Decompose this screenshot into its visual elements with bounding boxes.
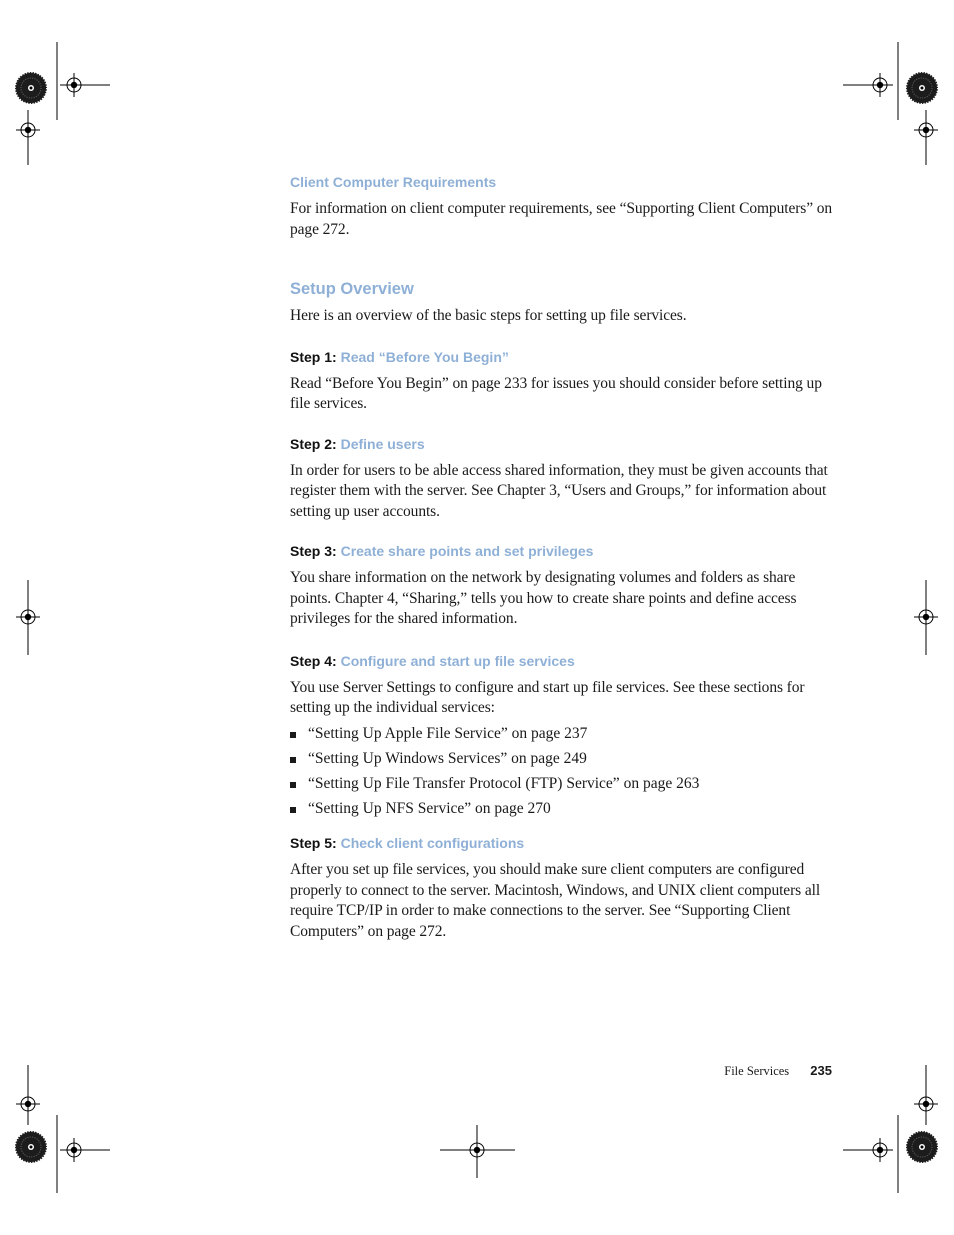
setup-overview-intro: Here is an overview of the basic steps for setting up file services. xyxy=(290,307,687,324)
page-footer xyxy=(724,1063,832,1079)
step-3-heading xyxy=(290,541,835,561)
service-list xyxy=(290,724,835,820)
client-requirements-heading: Client Computer Requirements xyxy=(290,174,497,190)
footer-chapter-title: File Services xyxy=(724,1064,790,1078)
step-1-heading xyxy=(290,347,835,367)
list-item-text: “Setting Up Apple File Service” on page 237 xyxy=(308,724,588,742)
setup-overview-heading: Setup Overview xyxy=(290,280,414,298)
step-5-label: Step 5: xyxy=(290,835,337,851)
footer-page-number: 235 xyxy=(810,1063,832,1078)
step-4-title: Configure and start up file services xyxy=(340,652,575,669)
step-4-label: Step 4: xyxy=(290,652,337,669)
step-4-paragraph: You use Server Settings to configure and start up file services. See these sections for setting up the individual services: xyxy=(290,678,805,716)
step-5-title: Check client configurations xyxy=(340,835,525,851)
step-2-title: Define users xyxy=(340,435,425,452)
step-1-label: Step 1: xyxy=(290,348,337,365)
step-4-heading xyxy=(290,651,835,671)
list-item-text: “Setting Up NFS Service” on page 270 xyxy=(308,799,551,817)
list-item-text: “Setting Up Windows Services” on page 249 xyxy=(308,749,587,767)
step-2-label: Step 2: xyxy=(290,435,337,452)
bullet-square-icon xyxy=(290,732,296,738)
list-item xyxy=(290,774,835,795)
list-item xyxy=(290,724,835,745)
step-1-paragraph: Read “Before You Begin” on page 233 for issues you should consider before setting up file services. xyxy=(290,374,822,412)
list-item-text: “Setting Up File Transfer Protocol (FTP) Service” on page 263 xyxy=(308,774,700,792)
step-2-heading xyxy=(290,434,835,454)
list-item xyxy=(290,799,835,820)
bullet-square-icon xyxy=(290,757,296,763)
step-5-heading xyxy=(290,833,835,853)
bullet-square-icon xyxy=(290,807,296,813)
step-2-paragraph: In order for users to be able access shared information, they must be given accounts that register them with the server. See Chapter 3, “Users and Groups,” for information about setting up user accounts. xyxy=(290,461,828,520)
list-item xyxy=(290,749,835,770)
step-3-title: Create share points and set privileges xyxy=(340,543,594,559)
bullet-square-icon xyxy=(290,782,296,788)
step-3-paragraph: You share information on the network by designating volumes and folders as share points. Chapter 4, “Sharing,” tells you how to create share points and define access privileges for the shared information. xyxy=(290,569,797,627)
page-content xyxy=(290,172,835,942)
step-5-paragraph: After you set up file services, you should make sure client computers are configured properly to connect to the server. Macintosh, Windows, and UNIX client computers all require TCP/IP in order to make connections to the server. See “Supporting Client Computers” on page 272. xyxy=(290,861,821,940)
step-1-title: Read “Before You Begin” xyxy=(340,348,509,365)
step-3-label: Step 3: xyxy=(290,543,337,559)
client-requirements-paragraph: For information on client computer requirements, see “Supporting Client Computers” on page 272. xyxy=(290,200,833,238)
